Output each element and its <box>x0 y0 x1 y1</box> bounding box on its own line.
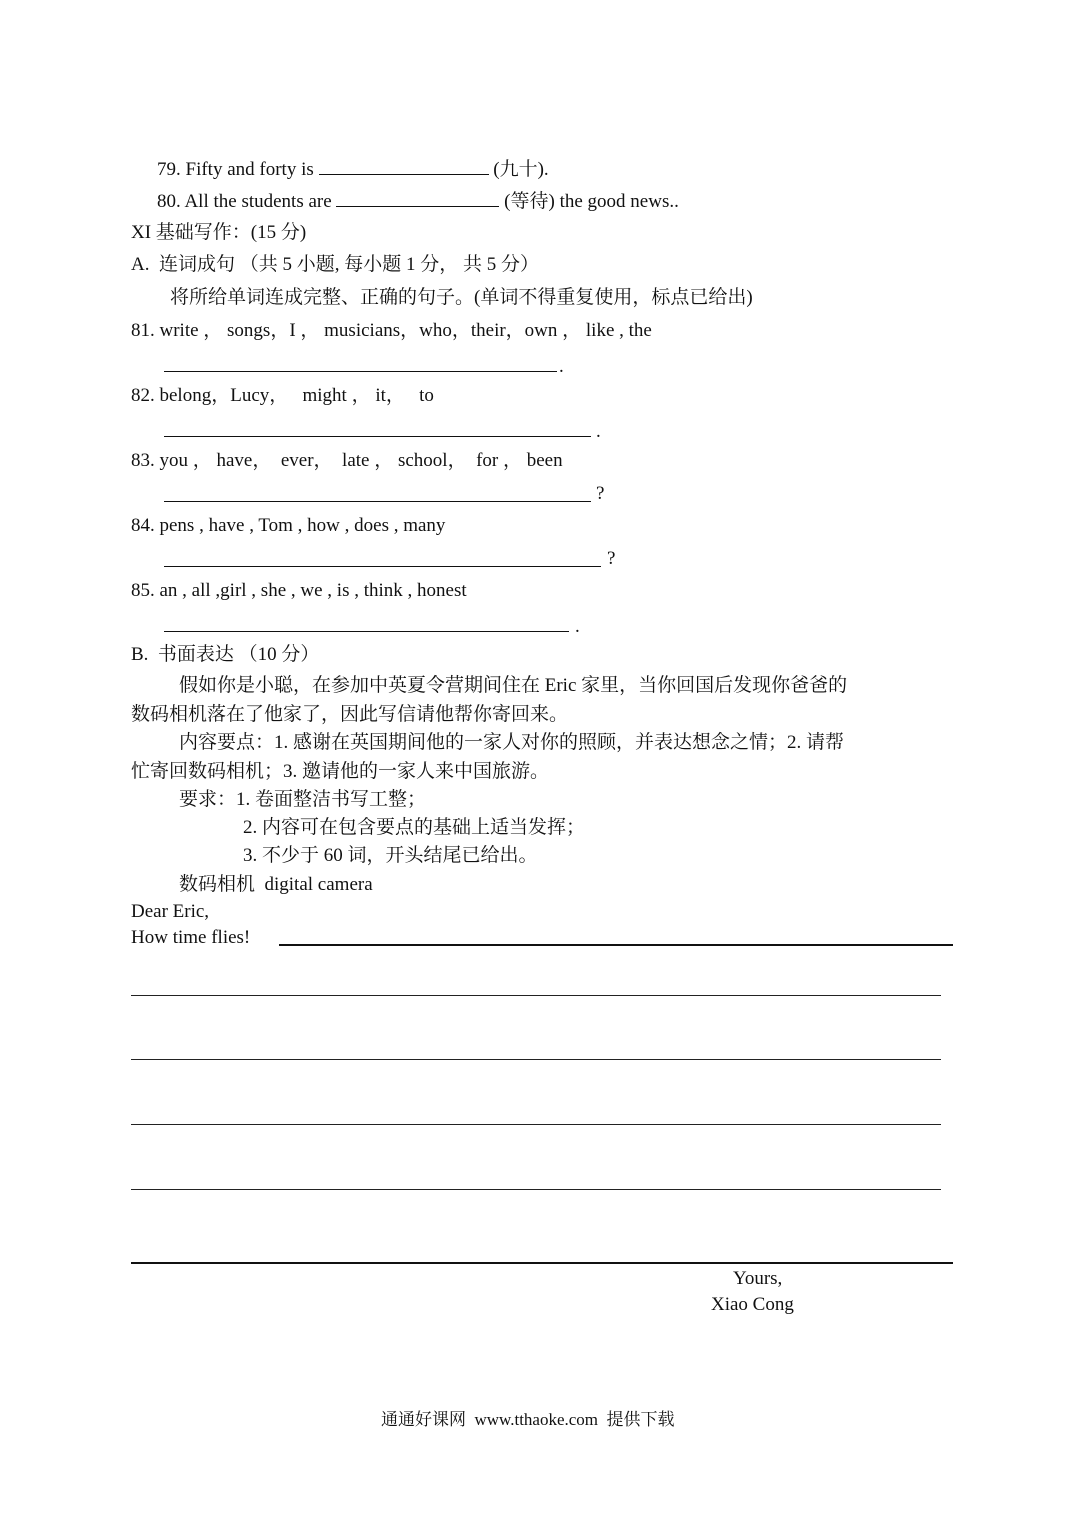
task-description-line-2: 数码相机落在了他家了，因此写信请他帮你寄回来。 <box>131 704 569 725</box>
q83-words: 83. you ， have， ever， late ， school， for ， been <box>131 450 563 471</box>
q83-punctuation: ? <box>596 483 605 504</box>
requirement-3: 3. 不少于 60 词，开头结尾已给出。 <box>243 845 538 866</box>
writing-line-5[interactable] <box>131 1189 941 1190</box>
part-a-instruction: 将所给单词连成完整、正确的句子。(单词不得重复使用，标点已给出) <box>170 287 753 308</box>
q85-words: 85. an , all ,girl , she , we , is , think , honest <box>131 580 467 601</box>
writing-line-4[interactable] <box>131 1124 941 1125</box>
q82-punctuation: . <box>596 421 601 442</box>
q85-punctuation: . <box>575 616 580 637</box>
part-b-heading: B. 书面表达 （10 分） <box>131 644 320 665</box>
q79-text: 79. Fifty and forty is <box>157 159 319 180</box>
writing-line-6[interactable] <box>131 1262 953 1264</box>
q82-answer-line[interactable] <box>164 436 591 437</box>
q79-hint: (九十). <box>488 159 549 180</box>
writing-line-1[interactable] <box>279 944 953 946</box>
writing-line-2[interactable] <box>131 995 941 996</box>
letter-opening: How time flies! <box>131 927 251 948</box>
q81-answer-line[interactable] <box>164 371 557 372</box>
question-80 <box>157 191 679 211</box>
q81-words: 81. write ， songs，I ， musicians，who，their，own ， like , the <box>131 320 652 341</box>
q79-answer-blank[interactable] <box>319 159 489 175</box>
requirement-2: 2. 内容可在包含要点的基础上适当发挥； <box>243 817 586 838</box>
q83-answer-line[interactable] <box>164 501 591 502</box>
letter-signature: Xiao Cong <box>711 1294 794 1315</box>
q80-hint: (等待) the good news.. <box>499 191 679 212</box>
q84-answer-line[interactable] <box>164 566 601 567</box>
requirement-1: 要求：1. 卷面整洁书写工整； <box>179 789 427 810</box>
vocabulary-hint: 数码相机 digital camera <box>179 874 373 895</box>
letter-closing: Yours, <box>733 1268 783 1289</box>
key-points-line-2: 忙寄回数码相机；3. 邀请他的一家人来中国旅游。 <box>131 761 550 782</box>
q80-text: 80. All the students are <box>157 191 337 212</box>
question-79 <box>157 159 549 179</box>
page-footer: 通通好课网 www.tthaoke.com 提供下载 <box>381 1410 675 1429</box>
q84-punctuation: ? <box>607 548 616 569</box>
q80-answer-blank[interactable] <box>336 191 499 207</box>
section-xi-heading: XI 基础写作：(15 分) <box>131 222 307 243</box>
part-a-heading: A. 连词成句 （共 5 小题, 每小题 1 分， 共 5 分） <box>131 254 539 275</box>
task-description-line-1: 假如你是小聪，在参加中英夏令营期间住在 Eric 家里，当你回国后发现你爸爸的 <box>179 675 848 696</box>
key-points-line-1: 内容要点：1. 感谢在英国期间他的一家人对你的照顾，并表达想念之情；2. 请帮 <box>179 732 845 753</box>
q82-words: 82. belong，Lucy， might ， it， to <box>131 385 434 406</box>
q84-words: 84. pens , have , Tom , how , does , many <box>131 515 446 536</box>
q85-answer-line[interactable] <box>164 631 569 632</box>
writing-line-3[interactable] <box>131 1059 941 1060</box>
letter-greeting: Dear Eric, <box>131 901 210 922</box>
q81-punctuation: . <box>559 356 564 377</box>
